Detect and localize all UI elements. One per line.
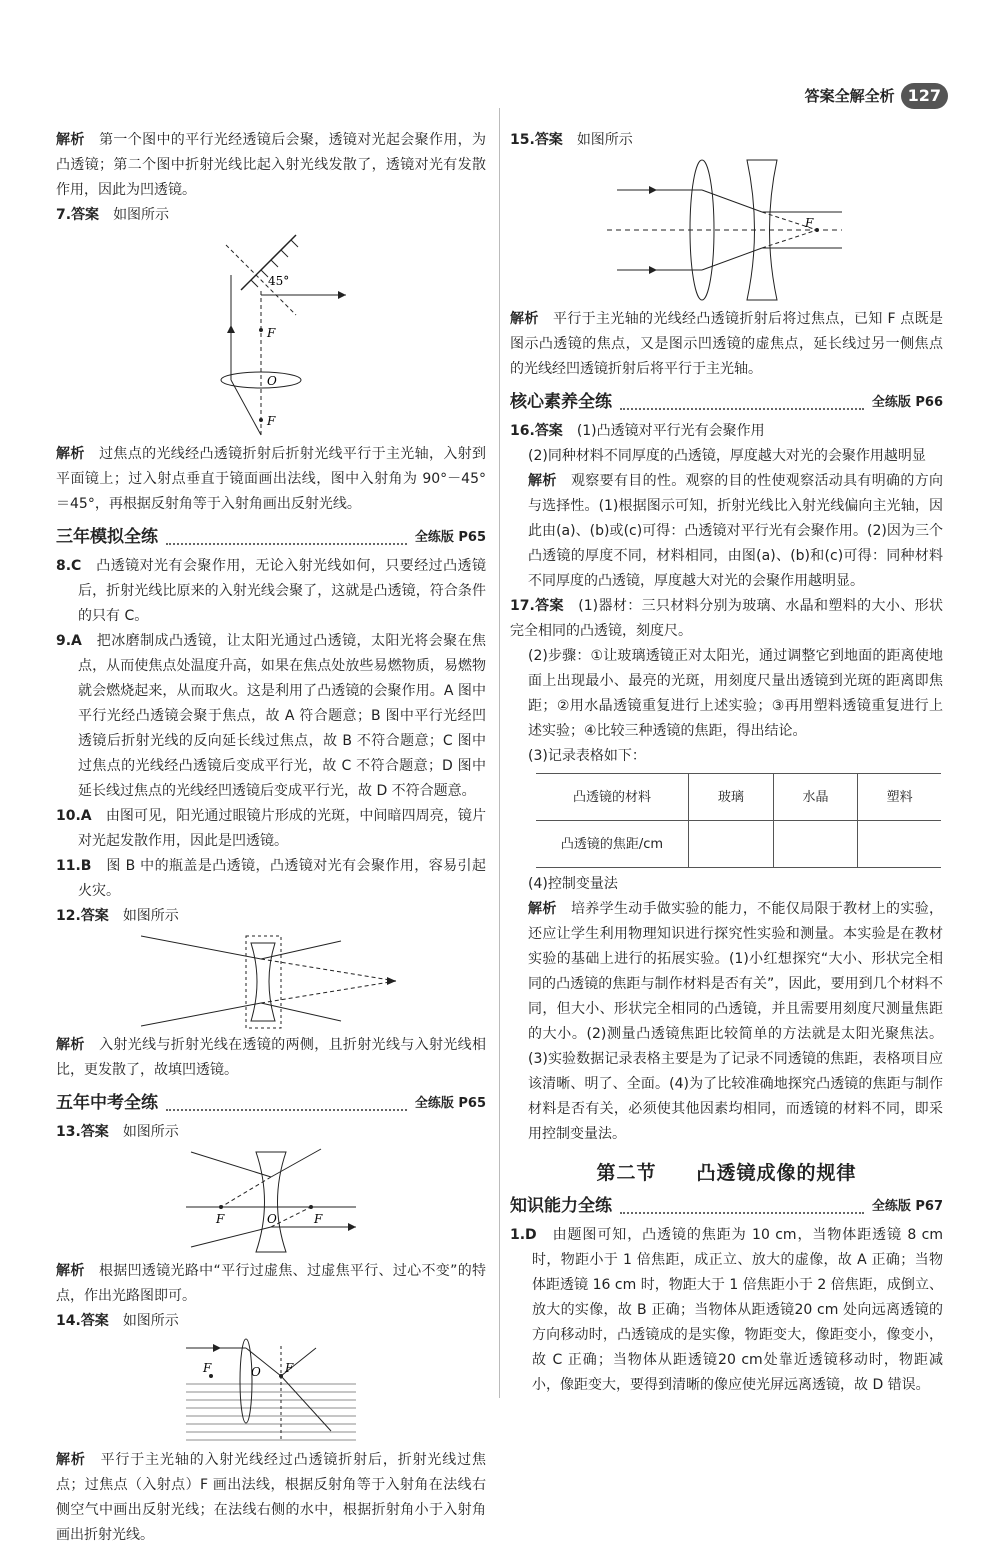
- q14-answer: 14.答案 如图所示: [56, 1313, 179, 1329]
- section-knowledge: 知识能力全练 全练版 P67: [510, 1196, 943, 1216]
- q10: 10.A 由图可见，阳光通过眼镜片形成的光斑，中间暗四周亮，镜片对光起发散作用，因此是凹透镜。: [56, 808, 487, 849]
- q7-analysis: 解析 过焦点的光线经凸透镜折射后折射光线平行于主光轴，入射到平面镜上；过入射点垂直于镜面画出法线，图中入射角为 90°－45°＝45°，再根据反射角等于入射角画出反射光线。: [56, 446, 487, 512]
- svg-text:F: F: [804, 216, 813, 230]
- record-table: [536, 773, 941, 868]
- table-row: 凸透镜的材料 玻璃 水晶 塑料: [536, 774, 941, 821]
- svg-text:F: F: [314, 1212, 323, 1226]
- table-row: 凸透镜的焦距/cm: [536, 821, 941, 868]
- page-header: [805, 83, 948, 109]
- q7-figure: [171, 230, 371, 440]
- svg-text:F: F: [285, 1361, 294, 1375]
- right-column: [510, 128, 943, 1398]
- svg-text:45°: 45°: [268, 274, 290, 288]
- q17-table-intro: (3)记录表格如下：: [528, 748, 646, 764]
- q15-figure: [607, 155, 847, 305]
- q1: 1.D 由题图可知，凸透镜的焦距为 10 cm，当物体距透镜 8 cm 时，物距小于 1 倍焦距，成正立、放大的虚像，故 A 正确；当物体距透镜 16 cm 时，物距大于 1 倍焦距小于 2 倍焦距，成倒立、放大的实像，故 B 正确；当物体从距透镜20 cm 处向远离透镜的方向移动时，凸透镜成的是实像，物距变大，像距变小，像变小，故 C 正确；当物体从距透镜20 cm处靠近透镜移动时，物距减小，像距变大，要得到清晰的像应使光屏远离透镜，故 D 错误。: [510, 1227, 944, 1393]
- q13-answer: 13.答案 如图所示: [56, 1124, 179, 1140]
- q11: 11.B 图 B 中的瓶盖是凸透镜，凸透镜对光有会聚作用，容易引起火灾。: [56, 858, 486, 899]
- q14-figure: [181, 1336, 361, 1446]
- section-five-years: 五年中考全练 全练版 P65: [56, 1093, 486, 1113]
- q17-method: (4)控制变量法: [528, 876, 618, 892]
- q15-analysis: 解析 平行于主光轴的光线经凸透镜折射后将过焦点，已知 F 点既是图示凸透镜的焦点，又是图示凹透镜的虚焦点，延长线过另一侧焦点的光线经凹透镜折射后将平行于主光轴。: [510, 311, 944, 377]
- q16-answer: 16.答案 (1)凸透镜对平行光有会聚作用: [510, 423, 765, 439]
- q8: 8.C 凸透镜对光有会聚作用，无论入射光线如何，只要经过凸透镜后，折射光线比原来的入射光线会聚了，这就是凸透镜，符合条件的只有 C。: [56, 558, 487, 624]
- q17-answer: 17.答案 (1)器材：三只材料分别为玻璃、水晶和塑料的大小、形状完全相同的凸透镜，刻度尺。: [510, 598, 943, 639]
- header-title: 答案全解全析: [804, 86, 895, 105]
- q13-analysis: 解析 根据凹透镜光路中“平行过虚焦、过虚焦平行、过心不变”的特点，作出光路图即可。: [56, 1263, 487, 1304]
- q12-answer: 12.答案 如图所示: [56, 908, 179, 924]
- svg-text:F: F: [267, 326, 276, 340]
- q12-figure: [141, 931, 401, 1031]
- q17-analysis: 解析 培养学生动手做实验的能力，不能仅局限于教材上的实验，还应让学生利用物理知识进行探究性实验和测量。本实验是在教材实验的基础上进行的拓展实验。(1)小红想探究“大小、形状完全相同的凸透镜的焦距与制作材料是否有关”，因此，要用到几个材料不同，但大小、形状完全相同的凸透镜，并且需要用刻度尺测量焦距的大小。(2)测量凸透镜焦距比较简单的方法就是太阳光聚焦法。(3)实验数据记录表格主要是为了记录不同透镜的焦距，表格项目应该清晰、明了、全面。(4)为了比较准确地探究凸透镜的焦距与制作材料是否有关，必须使其他因素均相同，而透镜的材料不同，即采用控制变量法。: [528, 901, 944, 1142]
- svg-text:O: O: [267, 374, 277, 388]
- section-core: 核心素养全练 全练版 P66: [510, 392, 943, 412]
- page-number: 127: [901, 83, 948, 109]
- column-divider: [499, 108, 500, 1398]
- svg-text:F: F: [203, 1361, 212, 1375]
- chapter-subtitle: 第二节 凸透镜成像的规律: [596, 1162, 857, 1184]
- q17-step: (2)步骤：①让玻璃透镜正对太阳光，通过调整它到地面的距离使地面上出现最小、最亮的光斑，用刻度尺量出透镜到光斑的距离即焦距；②用水晶透镜重复进行上述实验；③再用塑料透镜重复进行上述实验；④比较三种透镜的焦距，得出结论。: [528, 648, 943, 739]
- q9: 9.A 把冰磨制成凸透镜，让太阳光通过凸透镜，太阳光将会聚在焦点，从而使焦点处温度升高，如果在焦点处放些易燃物质，易燃物就会燃烧起来，从而取火。这是利用了凸透镜的会聚作用。A 图中平行光经凸透镜会聚于焦点，故 A 符合题意；B 图中平行光经凹透镜后折射光线的反向延长线过焦点，故 B 不符合题意；C 图中过焦点的光线经凸透镜后变成平行光，故 C 不符合题意；D 图中延长线过焦点的光线经凹透镜后变成平行光，故 D 不符合题意。: [56, 633, 487, 799]
- q6-analysis: 解析 第一个图中的平行光经透镜后会聚，透镜对光起会聚作用，为凸透镜；第二个图中折射光线比起入射光线发散了，透镜对光有发散作用，因此为凹透镜。: [56, 132, 487, 198]
- q7-answer: 7.答案 如图所示: [56, 207, 170, 223]
- q14-analysis: 解析 平行于主光轴的入射光线经过凸透镜折射后，折射光线过焦点；过焦点（入射点）F 画出法线，根据反射角等于入射角在法线右侧空气中画出反射光线；在法线右侧的水中，根据折射角小于入射角画出折射光线。: [56, 1452, 487, 1543]
- q15-answer: 15.答案 如图所示: [510, 132, 633, 148]
- left-column: [56, 128, 486, 1548]
- q16-answer-2: (2)同种材料不同厚度的凸透镜，厚度越大对光的会聚作用越明显: [528, 448, 926, 464]
- svg-text:O: O: [251, 1365, 261, 1379]
- svg-text:F: F: [267, 414, 276, 428]
- q13-figure: [181, 1147, 361, 1257]
- svg-text:O: O: [267, 1212, 277, 1226]
- q16-analysis: 解析 观察要有目的性。观察的目的性使观察活动具有明确的方向与选择性。(1)根据图示可知，折射光线比入射光线偏向主光轴，因此由(a)、(b)或(c)可得：凸透镜对平行光有会聚作用。(2)因为三个凸透镜的厚度不同，材料相同，由图(a)、(b)和(c)可得：同种材料不同厚度的凸透镜，厚度越大对光的会聚作用越明显。: [528, 473, 944, 589]
- q12-analysis: 解析 入射光线与折射光线在透镜的两侧，且折射光线与入射光线相比，更发散了，故填凹透镜。: [56, 1037, 487, 1078]
- section-three-years: 三年模拟全练 全练版 P65: [56, 527, 486, 547]
- svg-text:F: F: [216, 1212, 225, 1226]
